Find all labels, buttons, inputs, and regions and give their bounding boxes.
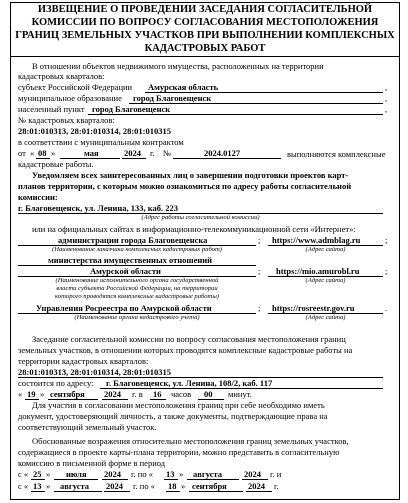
- p1-quote-2: »: [179, 469, 184, 479]
- intro-line-2: кадастровых кварталов:: [18, 71, 105, 81]
- site2-url-caption: (Адрес сайта): [305, 277, 346, 284]
- document-title: [10, 2, 400, 57]
- p1-to-year-underline: [242, 479, 268, 480]
- meet-quote-close: »: [40, 389, 45, 399]
- site3-url: https://rosreestr.gov.ru: [272, 303, 355, 313]
- site3-org: Управления Росреестра по Амурской области: [36, 303, 212, 313]
- settlement-underline: [88, 114, 383, 115]
- notice-address-caption: (Адрес работы согласительной комиссии): [141, 214, 260, 221]
- site1-url: https://www.admblag.ru: [272, 235, 361, 245]
- documents-line-2: документ, удостоверяющий личность, а также документы, подтверждающие права на: [18, 411, 328, 421]
- p1-from-year-underline: [102, 479, 128, 480]
- p1-suffix: г. и: [270, 469, 282, 479]
- documents-line-3: соответствующий земельный участок.: [18, 422, 157, 432]
- semicolon-1: ;: [258, 235, 261, 245]
- p1-to-prefix: г. по «: [131, 469, 153, 479]
- p2-to-prefix: г. по «: [133, 481, 155, 491]
- p2-from-month: августа: [60, 481, 89, 491]
- objections-line-3: комиссию в письменной форме в период: [18, 458, 166, 468]
- municipality-label: муниципальное образование: [18, 93, 122, 103]
- p2-to-month: сентября: [192, 481, 227, 491]
- site1-org-caption: (Наименование заказчика комплексных кадастровых работ): [52, 246, 222, 253]
- subject-value: Амурская область: [148, 82, 219, 92]
- documents-line-1: Для участия в согласовании местоположения границ при себе необходимо иметь: [32, 400, 325, 410]
- comma-3: ,: [385, 104, 388, 114]
- site2-caption-line-1: (Наименование исполнительного органа государственной: [55, 277, 219, 284]
- meeting-month: сентября: [50, 389, 85, 399]
- title-line-1: ИЗВЕЩЕНИЕ О ПРОВЕДЕНИИ ЗАСЕДАНИЯ СОГЛАСИТЕЛЬНОЙ: [37, 4, 373, 15]
- p2-from-month-underline: [54, 491, 102, 492]
- semicolon-5: ;: [258, 303, 261, 313]
- quarters-value: 28:01:010313, 28:01:010314, 28:01:010315: [18, 126, 171, 136]
- objections-line-1: Обоснованные возражения относительно местоположения границ земельных участков,: [32, 436, 349, 446]
- contract-year: 2024: [124, 148, 141, 158]
- meeting-minute: 00: [204, 389, 213, 399]
- p1-from-month-underline: [54, 479, 98, 480]
- site2-caption-line-2: власти субъекта Российской Федерации, на территории: [56, 285, 218, 292]
- contract-from: от: [18, 148, 26, 158]
- notice-line-3: комиссии:: [18, 192, 58, 202]
- meeting-address-value: г. Благовещенск, ул. Ленина, 108/2, каб. 117: [106, 378, 273, 388]
- contract-tail: выполняются комплексные: [287, 149, 386, 159]
- meeting-year: 2024: [104, 389, 121, 399]
- p1-from-month: июля: [66, 469, 87, 479]
- internet-line: или на официальных сайтах в информационно-телекоммуникационной сети «Интернет»:: [32, 224, 356, 234]
- meeting-line-2: земельных участков, в отношении которых проводятся комплексные кадастровые работы на: [18, 345, 353, 355]
- title-line-4: КАДАСТРОВЫХ РАБОТ: [144, 43, 266, 54]
- p2-from-year: 2024: [106, 481, 123, 491]
- p2-suffix: г.: [274, 481, 279, 491]
- meeting-minutes-label: минут.: [228, 389, 252, 399]
- p1-from-prefix: с «: [18, 469, 29, 479]
- contract-number-underline: [173, 158, 281, 159]
- contract-line-1: в соответствии с муниципальным контрактом: [18, 137, 184, 147]
- p2-to-day-underline: [166, 491, 180, 492]
- quote-close: »: [51, 148, 56, 158]
- p2-from-day-underline: [31, 491, 45, 492]
- p2-to-year-underline: [246, 491, 272, 492]
- meeting-quarters: 28:01:010313, 28:01:010314, 28:01:010315: [18, 367, 171, 377]
- site3-url-caption: (Адрес сайта): [305, 314, 346, 321]
- p2-from-prefix: с «: [18, 481, 29, 491]
- site1-url-caption: (Адрес сайта): [305, 246, 346, 253]
- p1-from-day-underline: [31, 479, 45, 480]
- p1-to-month: августа: [193, 469, 222, 479]
- contract-number-label: №: [163, 148, 172, 158]
- meeting-line-3: территории кадастровых кварталов:: [18, 356, 149, 366]
- semicolon-3: ;: [258, 266, 261, 276]
- municipality-value: город Благовещенск: [133, 93, 212, 103]
- contract-year-suffix: г.: [150, 148, 155, 158]
- p2-to-day: 18: [168, 481, 177, 491]
- notice-line-1: Уведомляем всех заинтересованных лиц о завершении подготовки проектов карт-: [32, 170, 349, 180]
- semicolon-2: ;: [385, 235, 388, 245]
- meeting-year-suffix: г. в: [132, 389, 143, 399]
- p1-to-month-underline: [187, 479, 239, 480]
- site3-org-caption: (Наименование органа кадастрового учета): [74, 314, 200, 321]
- meeting-hours-label: часов: [171, 389, 192, 399]
- comma-1: ,: [385, 82, 388, 92]
- title-line-2: КОМИССИИ ПО ВОПРОСУ СОГЛАСОВАНИЯ МЕСТОПОЛОЖЕНИЯ: [31, 17, 379, 28]
- p1-quote-1: »: [46, 469, 51, 479]
- subject-label: субъект Российской Федерации: [18, 82, 133, 92]
- p2-to-year: 2024: [248, 481, 265, 491]
- site1-org: администрации города Благовещенска: [58, 235, 208, 245]
- p1-from-day: 25: [33, 469, 42, 479]
- period-1: .: [385, 303, 388, 313]
- intro-line-1: В отношении объектов недвижимого имущества, расположенных на территории: [32, 61, 324, 71]
- p2-quote-1: »: [46, 481, 51, 491]
- settlement-value: город Благовещенск: [92, 104, 171, 114]
- p1-from-year: 2024: [104, 469, 121, 479]
- meeting-hour: 16: [153, 389, 162, 399]
- settlement-label: населенный пункт: [18, 104, 85, 114]
- contract-day: 08: [38, 148, 47, 158]
- contract-line-3: кадастровые работы.: [18, 159, 94, 169]
- meeting-address-label: состоится по адресу:: [18, 378, 94, 388]
- p2-to-month-underline: [189, 491, 243, 492]
- p1-to-day: 13: [166, 469, 175, 479]
- p2-from-year-underline: [104, 491, 130, 492]
- semicolon-4: ;: [385, 266, 388, 276]
- site2-url: https://mio.amurobl.ru: [276, 266, 360, 276]
- meeting-day: 19: [27, 389, 36, 399]
- notice-line-2: планов территории, с которым можно ознакомиться по адресу работы согласительной: [18, 181, 352, 191]
- title-line-3: ГРАНИЦ ЗЕМЕЛЬНЫХ УЧАСТКОВ ПРИ ВЫПОЛНЕНИИ КОМПЛЕКСНЫХ: [15, 30, 395, 41]
- p2-from-day: 13: [33, 481, 42, 491]
- objections-line-2: содержащиеся в проекте карты-плана территории, можно представить в согласительную: [18, 447, 340, 457]
- quote-open: «: [30, 148, 35, 158]
- contract-month: мая: [84, 148, 99, 158]
- p2-quote-2: »: [181, 481, 186, 491]
- p1-to-year: 2024: [244, 469, 261, 479]
- p1-to-day-underline: [164, 479, 178, 480]
- meeting-line-1: Заседание согласительной комиссии по вопросу согласования местоположения границ: [32, 334, 346, 344]
- site2-org-line-1: министерства имущественных отношений: [48, 255, 213, 265]
- comma-2: ,: [385, 93, 388, 103]
- quarters-label: № кадастровых кварталов:: [18, 115, 115, 125]
- site2-org-line-2: Амурской области: [90, 266, 161, 276]
- notice-address: г. Благовещенск, ул. Ленина, 133, каб. 223: [18, 203, 179, 213]
- contract-number: 2024.0127: [204, 148, 241, 158]
- site2-caption-line-3: которого проводятся комплексные кадастровые работы): [55, 293, 219, 300]
- meet-quote-open: «: [18, 389, 23, 399]
- contract-year-underline: [122, 158, 146, 159]
